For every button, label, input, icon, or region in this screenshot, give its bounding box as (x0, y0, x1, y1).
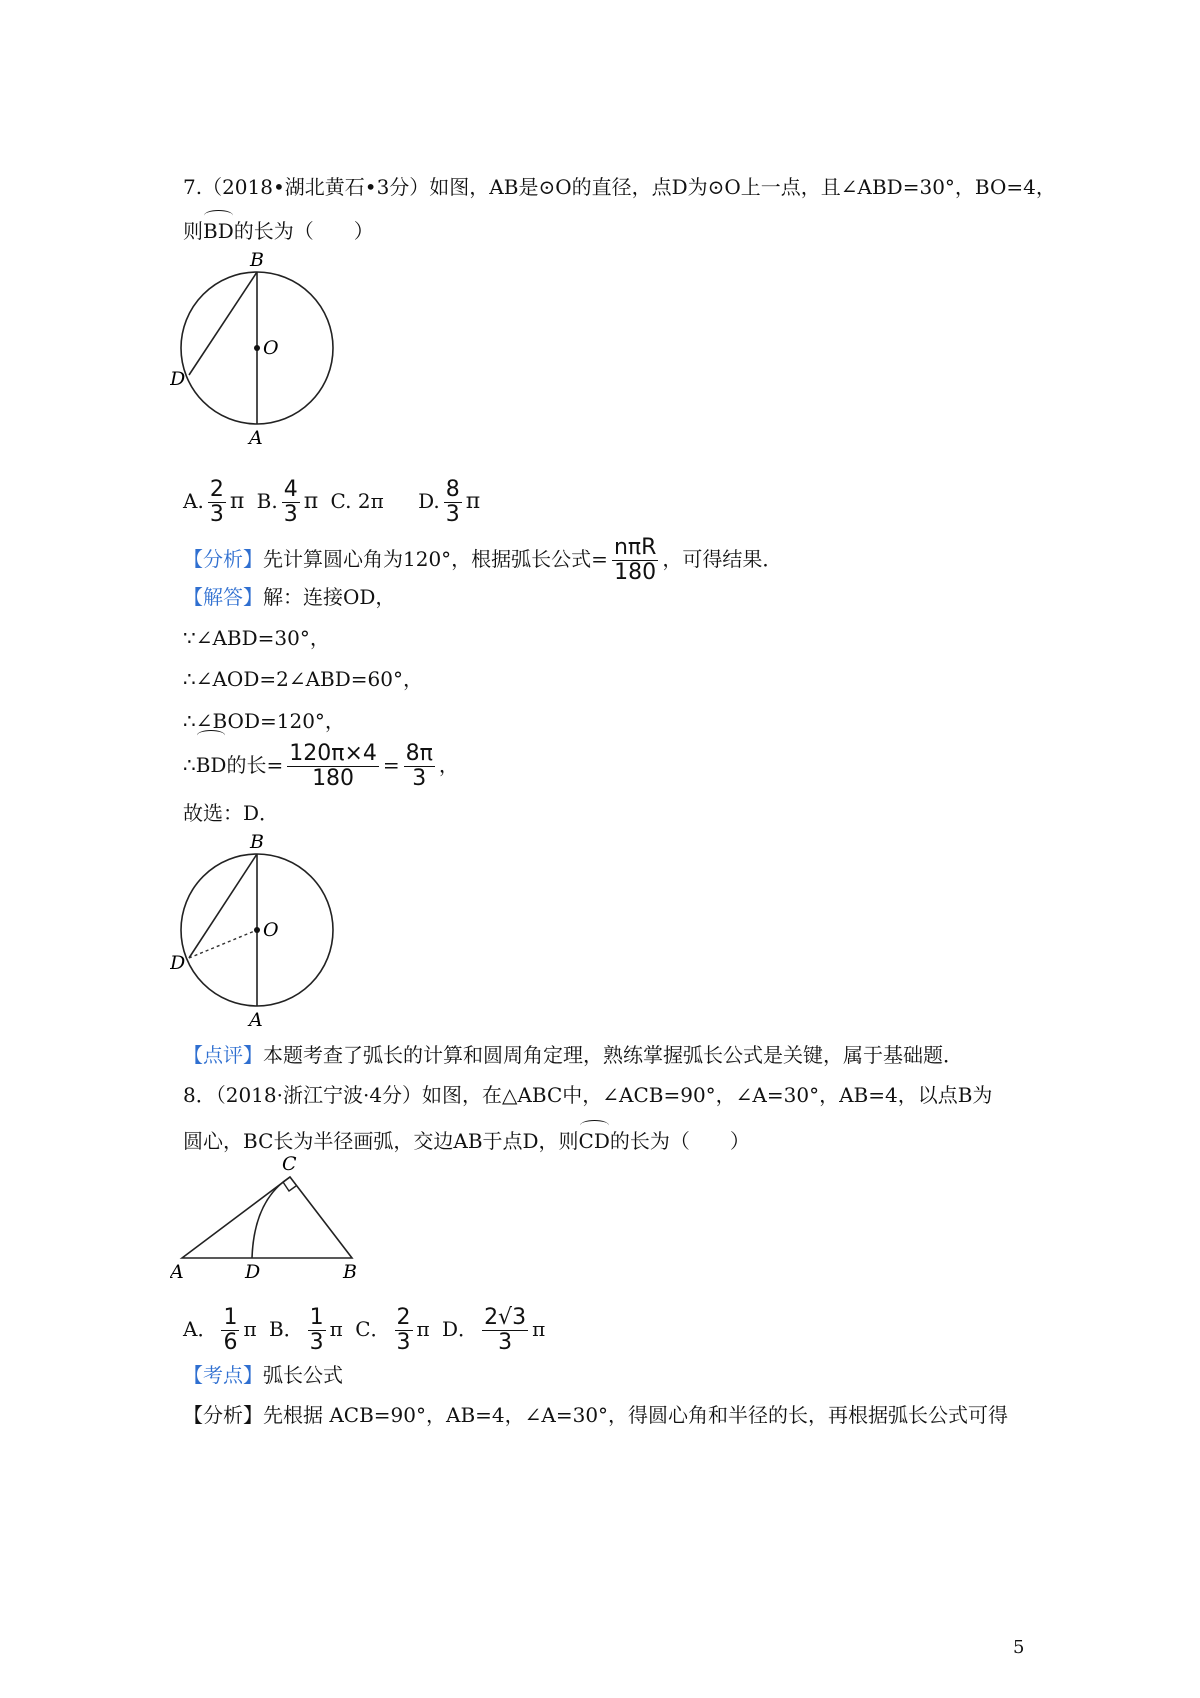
page-number: 5 (1013, 1637, 1025, 1658)
q8-option-d (442, 1300, 545, 1358)
q8-analysis-tag: 【分析】 (183, 1403, 263, 1427)
q7-answer-text: 解：连接OD， (263, 585, 396, 609)
q8-stem-line1: 8．（2018·浙江宁波·4分）如图，在△ABC中，∠ACB=90°，∠A=30°，AB=4，以点B为 (183, 1083, 993, 1107)
q7-chord-bd (189, 272, 257, 375)
q7-analysis-tag: 【分析】 (183, 547, 263, 571)
q7-step4-den2: 3 (412, 766, 427, 791)
q7-step-2: ∴∠AOD=2∠ABD=60°， (183, 667, 423, 691)
q7-option-d-pi: π (465, 489, 481, 514)
q7-step4-num1: 120π×4 (289, 741, 377, 766)
q7-step4-post: ， (438, 753, 459, 777)
q8-stem-pre: 圆心，BC长为半径画弧，交边AB于点D，则 (183, 1129, 579, 1153)
q7-solution-radius-od (189, 930, 257, 958)
q7-label-a: A (249, 427, 263, 449)
q7-option-c-label: C. (330, 489, 352, 513)
q7-label-d: D (170, 368, 186, 390)
q7-option-b-frac (282, 478, 300, 527)
q8-option-d-frac (482, 1306, 528, 1355)
q8-options (183, 1300, 551, 1358)
q7-option-a-pi: π (229, 489, 245, 514)
q7-solution-center-point (254, 927, 260, 933)
q7-step4-arc: BD (196, 732, 227, 794)
q7-arc-bd: BD (203, 212, 234, 246)
q8-option-b-frac (308, 1306, 326, 1355)
q7-label-b: B (250, 249, 264, 271)
q8-option-b-den: 3 (309, 1330, 324, 1355)
q7-comment-text: 本题考查了弧长的计算和圆周角定理，熟练掌握弧长公式是关键，属于基础题． (263, 1043, 963, 1067)
q7-answer (183, 582, 395, 612)
q8-point-text: 弧长公式 (263, 1363, 343, 1387)
q7-comment-tag: 【点评】 (183, 1043, 263, 1067)
q7-figure-circle (170, 245, 370, 450)
q7-analysis-frac (612, 536, 658, 585)
q8-option-c-num: 2 (396, 1305, 411, 1330)
q7-solution-label-o: O (263, 919, 279, 941)
q7-option-d-num: 8 (445, 477, 460, 502)
q7-step4-pre: ∴ (183, 753, 196, 777)
q7-option-c (331, 472, 384, 530)
q7-analysis-den: 180 (614, 560, 657, 585)
q7-option-c-text: 2π (357, 489, 384, 513)
q8-arc-cd-shape (252, 1177, 290, 1258)
q7-option-a-den: 3 (209, 502, 224, 527)
q7-solution-label-b: B (250, 831, 264, 853)
q8-option-a-label: A． (183, 1317, 218, 1341)
q7-step-1: ∵∠ABD=30°， (183, 626, 330, 650)
q7-option-a-num: 2 (209, 477, 224, 502)
q8-option-a-pi: π (243, 1317, 257, 1341)
q8-option-a (183, 1300, 257, 1358)
q7-step4-frac1 (287, 742, 379, 791)
q8-option-c-pi: π (416, 1317, 430, 1341)
q7-option-b-label: B. (256, 489, 278, 513)
q7-solution-chord-bd (189, 854, 257, 958)
q7-option-d-frac (444, 478, 462, 527)
q7-step4-mid: 的长= (226, 753, 284, 777)
q7-option-b (257, 472, 319, 531)
q7-option-d-label: D. (418, 489, 440, 513)
q7-option-b-num: 4 (283, 477, 298, 502)
q8-option-d-den: 3 (498, 1330, 513, 1355)
q8-option-d-num: 2√3 (484, 1305, 527, 1330)
q7-option-a (183, 472, 244, 531)
q8-option-b-pi: π (329, 1317, 343, 1341)
q8-option-a-den: 6 (223, 1330, 238, 1355)
q8-option-b-label: B． (268, 1317, 304, 1341)
q8-label-c: C (282, 1153, 297, 1175)
q8-point-tag: 【考点】 (183, 1363, 263, 1387)
q7-solution-figure (170, 830, 370, 1035)
q7-option-b-den: 3 (283, 502, 298, 527)
q7-step4-eq: = (382, 753, 400, 777)
q8-option-c-label: C． (355, 1317, 391, 1341)
q8-stem-post: 的长为（ ） (609, 1129, 750, 1153)
q8-option-a-frac (221, 1306, 239, 1355)
q7-stem-post: 的长为（ ） (233, 219, 374, 243)
q7-option-b-pi: π (303, 489, 319, 514)
q8-option-b-num: 1 (309, 1305, 324, 1330)
q7-option-a-frac (208, 478, 226, 527)
q7-analysis-num: nπR (613, 535, 657, 560)
q7-center-point (254, 345, 260, 351)
q7-step4-num2: 8π (405, 741, 433, 766)
q8-option-c-den: 3 (396, 1330, 411, 1355)
q8-option-d-label: D． (442, 1317, 479, 1341)
q7-step4-den1: 180 (312, 766, 355, 791)
q8-option-c (355, 1300, 429, 1358)
q7-option-d (418, 472, 480, 531)
q7-step-4 (183, 732, 459, 794)
q7-analysis-post: ，可得结果． (662, 547, 783, 571)
q8-point (183, 1360, 343, 1390)
q7-step4-frac2 (404, 742, 435, 791)
q7-solution-label-d: D (170, 952, 186, 974)
q7-solution-label-a: A (249, 1009, 263, 1031)
q8-figure-triangle (170, 1150, 390, 1290)
q8-analysis-text: 先根据 ACB=90°，AB=4，∠A=30°，得圆心角和半径的长，再根据弧长公式可得 (263, 1403, 1009, 1427)
q7-stem-pre: 则 (183, 219, 203, 243)
q7-option-a-label: A. (183, 489, 204, 513)
q7-option-d-den: 3 (445, 502, 460, 527)
q8-arc-cd: CD (579, 1122, 610, 1156)
q8-label-d: D (245, 1261, 261, 1283)
q8-option-a-num: 1 (223, 1305, 238, 1330)
q7-step-3: ∴∠BOD=120°， (183, 709, 345, 733)
q8-option-c-frac (395, 1306, 413, 1355)
q7-stem-line2 (183, 212, 374, 246)
q8-analysis (183, 1400, 1008, 1430)
q8-label-b: B (343, 1261, 357, 1283)
q7-label-o: O (263, 337, 279, 359)
q8-option-b (269, 1300, 343, 1358)
q7-choice: 故选：D． (183, 801, 280, 825)
q7-answer-tag: 【解答】 (183, 585, 263, 609)
q8-label-a: A (170, 1261, 184, 1283)
q7-comment (183, 1040, 963, 1070)
q8-option-d-pi: π (532, 1317, 546, 1341)
q7-options (183, 472, 486, 531)
q7-analysis-pre: 先计算圆心角为120°，根据弧长公式= (263, 547, 608, 571)
q8-triangle-abc (182, 1177, 352, 1258)
q7-analysis (183, 530, 782, 588)
q7-stem-line1: 7.（2018•湖北黄石•3分）如图，AB是⊙O的直径，点D为⊙O上一点，且∠ABD=30°，BO=4， (183, 175, 1056, 199)
